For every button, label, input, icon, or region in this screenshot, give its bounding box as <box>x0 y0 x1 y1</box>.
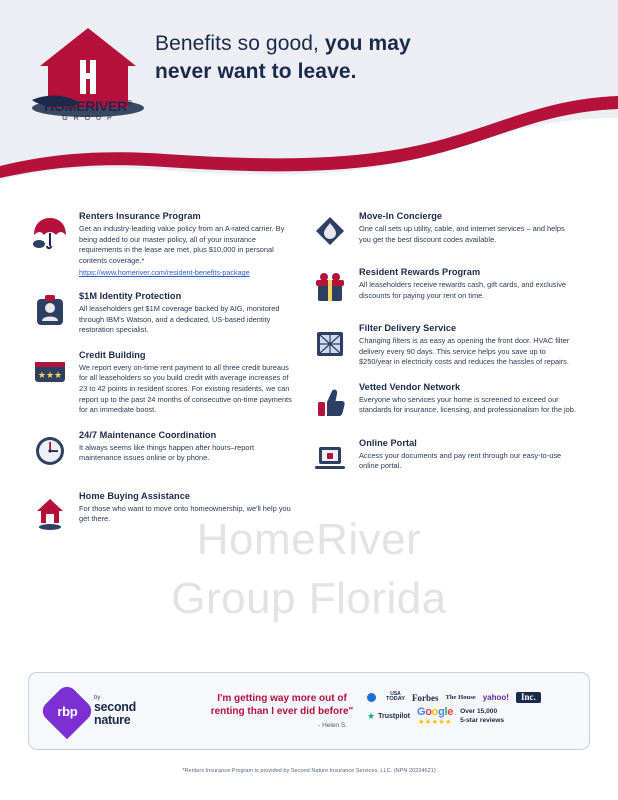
move-in-icon <box>310 211 350 253</box>
page-title <box>155 30 555 85</box>
google-letter-o1: o <box>425 706 432 718</box>
usatoday-dot-icon <box>367 693 376 702</box>
reviews-line-2: 5-star reviews <box>460 716 505 724</box>
brand-line-2: nature <box>94 713 131 728</box>
rbp-badge-icon <box>39 683 96 740</box>
benefit-body: One call sets up utility, cable, and internet services – and helps you get the best discount codes available. <box>359 224 565 244</box>
benefit-vetted-vendor-network <box>310 381 578 424</box>
benefit-body: We report every on-time rent payment to all three credit bureaus for all leaseholders so you build credit with average increases of 23 to 42 points in resident scores. For existing residents, we can report up to the past 24 months of consecutive on-time payments for an immediate boost. <box>79 362 292 415</box>
benefit-text <box>359 266 578 301</box>
benefit-body: Access your documents and pay rent through our easy-to-use online portal. <box>359 450 562 471</box>
trustpilot-logo <box>367 712 410 721</box>
google-letter-e: e <box>447 706 454 718</box>
benefit-title: Resident Rewards Program <box>359 267 481 277</box>
brand-line-1: second <box>94 700 136 715</box>
google-logo <box>417 707 453 726</box>
usatoday-bottom: TODAY <box>386 696 405 703</box>
thumbs-up-icon <box>310 382 350 424</box>
watermark-line-1: HomeRiver <box>196 515 422 564</box>
reviews-line-1: Over 15,000 <box>460 708 498 716</box>
benefit-renters-insurance <box>30 210 298 277</box>
benefit-title: $1M Identity Protection <box>79 291 182 302</box>
benefit-title: Credit Building <box>79 349 146 360</box>
benefit-title: Home Buying Assistance <box>79 490 191 501</box>
usatoday-logo <box>386 692 405 703</box>
trustpilot-label: Trustpilot <box>378 713 410 720</box>
benefit-text <box>79 349 298 416</box>
usatoday-top: USA <box>390 691 401 698</box>
testimonial-attribution: - Helen S. <box>318 722 347 730</box>
google-letter-g2: g <box>438 706 445 718</box>
rbp-label: rbp <box>56 703 78 719</box>
press-row-top <box>367 692 575 703</box>
id-badge-icon <box>30 291 70 333</box>
benefit-body: All leaseholders get $1M coverage backed by AIG, monitored through IBM's Watson, and a dedicated, US-based identity restoration specialist. <box>79 304 280 335</box>
second-nature-wordmark <box>94 695 136 728</box>
svg-text:★★★: ★★★ <box>37 369 63 380</box>
benefit-title: Vetted Vendor Network <box>359 381 461 392</box>
watermark-line-2: Group Florida <box>171 574 447 624</box>
resident-benefits-package-link[interactable]: https://www.homeriver.com/resident-benefits-package <box>79 268 250 278</box>
google-wordmark <box>417 707 453 718</box>
benefit-body: Changing filters is as easy as opening the front door. HVAC filter delivery every 90 days. This service helps you save up to $250/year in electricity costs and reduces the hassles of repairs. <box>359 336 570 367</box>
air-filter-icon <box>310 323 350 365</box>
title-part-bold: you may <box>324 32 411 55</box>
umbrella-icon <box>30 211 70 253</box>
footer-panel <box>28 672 590 750</box>
benefit-body: For those who want to move onto homeownership, we'll help you get there. <box>79 503 291 524</box>
benefit-text <box>79 290 298 336</box>
benefit-resident-rewards <box>310 266 578 309</box>
benefits-column-left <box>30 210 298 546</box>
logo-subtitle: G R O U P <box>62 115 114 122</box>
testimonial-quote: I'm getting way more out of renting than I ever did before" <box>210 692 354 717</box>
google-letter-l: l <box>444 706 448 718</box>
benefit-credit-building <box>30 349 298 416</box>
benefit-filter-delivery <box>310 322 578 368</box>
benefit-online-portal <box>310 437 578 480</box>
benefits-column-right <box>310 210 578 493</box>
benefit-title: Move-In Concierge <box>359 211 443 221</box>
forbes-logo: Forbes <box>411 692 439 703</box>
benefit-body: Everyone who services your home is screened to exceed our standards for insurance, licensing, and professionalism for the job. <box>359 394 576 415</box>
press-logos <box>367 692 589 730</box>
google-stars-icon: ★★★★★ <box>418 719 452 726</box>
benefit-move-in-concierge <box>310 210 578 253</box>
benefit-body: All leaseholders receive rewards cash, gift cards, and exclusive discounts for paying your rent on time. <box>359 280 567 300</box>
benefit-home-buying-assistance <box>30 490 298 533</box>
benefit-text <box>359 381 578 416</box>
benefit-text <box>79 490 298 525</box>
testimonial <box>197 693 367 730</box>
benefit-body: Get an industry-leading value policy from an A-rated carrier. By being added to our master policy, all of your insurance requirements in the lease are met, plus $10,000 in personal contents coverage.* <box>79 224 285 265</box>
press-row-bottom <box>367 707 575 726</box>
inc-logo: Inc. <box>516 692 541 703</box>
logo-name: HOMERIVER <box>44 98 128 114</box>
google-letter-g1: G <box>416 706 426 718</box>
reviews-count <box>460 708 504 724</box>
rbp-second-nature-logo <box>29 673 197 749</box>
home-buy-icon <box>30 491 70 533</box>
title-part-1: Benefits so good, <box>155 32 325 55</box>
page-header <box>0 0 618 190</box>
benefit-title: Online Portal <box>359 437 417 448</box>
laptop-portal-icon <box>310 438 350 480</box>
credit-score-icon <box>30 350 70 392</box>
benefit-title: Renters Insurance Program <box>79 211 201 221</box>
benefit-identity-protection <box>30 290 298 336</box>
benefit-text <box>79 210 298 277</box>
logo-trademark: ® <box>127 100 132 108</box>
benefit-body: It always seems like things happen after hours–report maintenance issues online or by phone. <box>79 442 255 463</box>
benefit-text <box>359 210 578 245</box>
benefit-text <box>359 437 578 472</box>
benefits-content <box>0 210 618 660</box>
gift-icon <box>310 267 350 309</box>
disclaimer-text: *Renters Insurance Program is provided by Second Nature Insurance Services, LLC. (NPN 20224621) <box>182 768 436 774</box>
by-label: by <box>94 694 101 701</box>
yahoo-logo: yahoo! <box>482 693 509 702</box>
thehouse-logo: The House <box>445 694 476 701</box>
google-letter-o2: o <box>431 706 439 718</box>
trustpilot-star-icon: ★ <box>367 711 376 721</box>
benefit-title: Filter Delivery Service <box>359 323 457 333</box>
title-part-2: never want to leave. <box>155 59 357 83</box>
benefit-title: 24/7 Maintenance Coordination <box>79 429 217 440</box>
clock-icon <box>30 430 70 472</box>
benefit-maintenance-coordination <box>30 429 298 472</box>
logo-wordmark <box>24 98 152 122</box>
benefit-text <box>79 429 298 464</box>
benefit-text <box>359 322 578 368</box>
